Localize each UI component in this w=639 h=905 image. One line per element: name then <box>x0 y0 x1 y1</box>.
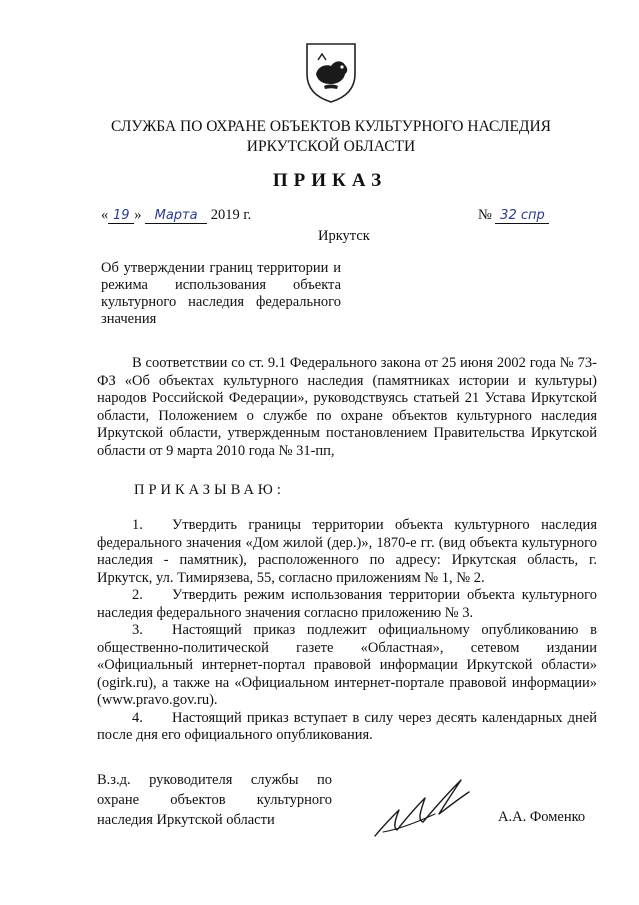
agency-name-line2: ИРКУТСКОЙ ОБЛАСТИ <box>246 138 416 155</box>
date-open-quote: « <box>101 207 109 223</box>
agency-name <box>100 117 562 157</box>
coat-of-arms-icon <box>304 40 358 104</box>
order-item <box>97 710 597 745</box>
item-number: 1. <box>132 517 143 533</box>
order-date <box>101 207 251 224</box>
number-value: 32 спр <box>495 208 549 224</box>
item-number: 4. <box>132 709 143 726</box>
item-text: Настоящий приказ подлежит официальному опубликованию в общественно-политической газете «Областная», сетевом издании «Официальный интернет-портал правовой информации Иркутской области» (ogirk.ru), а также на «Официальном интернет-портале правовой информации» (www.pravo.gov.ru). <box>97 622 597 708</box>
preamble <box>97 355 597 460</box>
preamble-text: В соответствии со ст. 9.1 Федерального закона от 25 июня 2002 года № 73-ФЗ «Об объектах культурного наследия (памятниках истории и культуры) народов Российской Федерации», руководствуясь статьей 21 Устава Иркутской области, Положением о службе по охране объектов культурного наследия Иркутской области, утвержденным постановлением Правительства Иркутской области от 9 марта 2010 года № 31-пп, <box>97 355 597 459</box>
signer-name: А.А. Фоменко <box>498 809 586 825</box>
item-number: 2. <box>132 587 143 603</box>
item-text: Утвердить границы территории объекта культурного наследия федерального значения «Дом жилой (дер.)», 1870-е гг. (вид объекта культурного наследия - памятник), расположенного по адресу: Иркутская область, г. Иркутск, ул. Тимирязева, 55, согласно приложениям № 1, № 2. <box>97 517 597 586</box>
order-word: ПРИКАЗЫВАЮ: <box>134 482 285 498</box>
item-text: Настоящий приказ вступает в силу через десять календарных дней после дня его официального опубликования. <box>97 709 597 743</box>
order-items <box>97 517 597 745</box>
number-prefix: № <box>478 207 492 223</box>
agency-name-line1: СЛУЖБА ПО ОХРАНЕ ОБЪЕКТОВ КУЛЬТУРНОГО НАСЛЕДИЯ <box>110 118 552 135</box>
city: Иркутск <box>318 228 370 244</box>
order-subject: Об утверждении границ территории и режима использования объекта культурного наследия федерального значения <box>101 260 341 327</box>
order-item <box>97 517 597 587</box>
date-day: 19 <box>108 208 134 224</box>
date-month: Марта <box>145 208 207 224</box>
item-number: 3. <box>132 622 143 638</box>
date-close-quote: » <box>134 207 142 223</box>
order-item <box>97 622 597 710</box>
date-year: 2019 г. <box>210 207 252 223</box>
order-number <box>478 207 549 224</box>
document-title: ПРИКАЗ <box>272 170 388 191</box>
order-item <box>97 587 597 622</box>
signature-icon <box>365 770 475 842</box>
signer-position: В.з.д. руководителя службы по охране объектов культурного наследия Иркутской области <box>97 772 332 828</box>
item-text: Утвердить режим использования территории объекта культурного наследия федерального значения согласно приложению № 3. <box>97 587 597 621</box>
